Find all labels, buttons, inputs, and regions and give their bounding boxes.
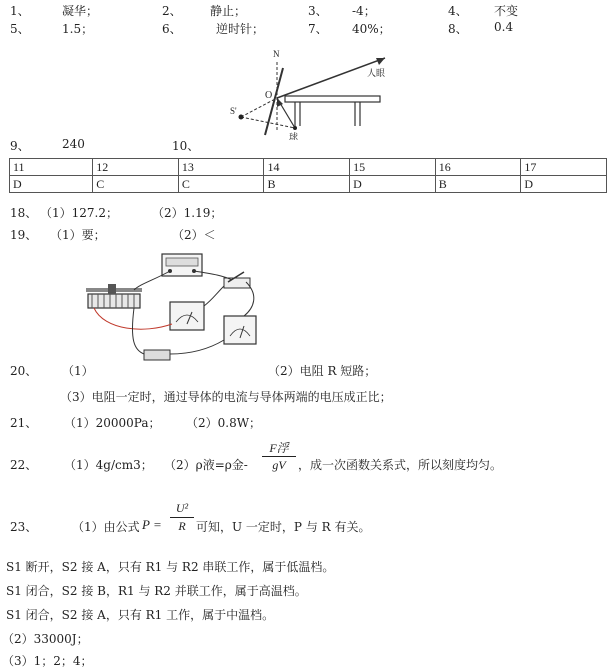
table-cell: D	[10, 176, 93, 193]
q10-number: 10、	[172, 139, 200, 153]
q21-part1: （1）20000Pa；	[64, 416, 161, 430]
q22-part2-prefix: （2）ρ液=ρ金-	[164, 458, 248, 472]
q20-part3: （3）电阻一定时，通过导体的电流与导体两端的电压成正比；	[60, 390, 392, 404]
label-s-prime: S'	[230, 106, 237, 116]
table-cell: D	[521, 176, 607, 193]
ball-point	[293, 126, 297, 130]
power-supply-panel	[166, 258, 198, 266]
table-cell: 13	[178, 159, 264, 176]
q7-number: 7、	[308, 22, 328, 36]
table-cell: C	[178, 176, 264, 193]
q19-number: 19、	[10, 228, 38, 242]
table-cell: B	[435, 176, 521, 193]
q19-part2: （2）＜	[172, 228, 216, 242]
ammeter	[224, 316, 256, 344]
q9-answer: 240	[62, 137, 85, 151]
wire	[132, 308, 144, 354]
q20-part2: （2）电阻 R 短路；	[268, 364, 377, 378]
voltmeter	[170, 302, 204, 330]
q23-part1-suffix: 可知，U 一定时，P 与 R 有关。	[196, 520, 371, 534]
table-cell: 14	[264, 159, 350, 176]
q9-number: 9、	[10, 139, 30, 153]
q22-fraction-numerator: F浮	[262, 440, 296, 457]
rheostat-slider	[108, 284, 116, 294]
q20-part1: （1）	[62, 364, 94, 378]
q23-formula-lhs: P =	[142, 517, 162, 532]
q4-number: 4、	[448, 4, 468, 18]
q1-number: 1、	[10, 4, 30, 18]
q2-number: 2、	[162, 4, 182, 18]
wire	[134, 271, 170, 290]
q21-number: 21、	[10, 416, 38, 430]
q18-number: 18、	[10, 206, 38, 220]
label-ball: 球	[289, 133, 299, 140]
wire	[204, 286, 224, 306]
q23-number: 23、	[10, 520, 38, 534]
q3-number: 3、	[308, 4, 328, 18]
q8-number: 8、	[448, 22, 468, 36]
q23-explanation-line: S1 闭合，S2 接 A，只有 R1 工作，属于中温档。	[6, 608, 275, 622]
q6-number: 6、	[162, 22, 182, 36]
table-cell: D	[350, 176, 436, 193]
q3-answer: -4；	[352, 4, 376, 18]
circuit-figure	[84, 250, 284, 368]
q22-fraction-denominator: gV	[272, 458, 286, 472]
optics-figure	[225, 40, 415, 140]
q7-answer: 40%；	[352, 22, 391, 36]
q21-part2: （2）0.8W；	[186, 416, 262, 430]
q22-fraction	[262, 440, 296, 473]
q23-part1-prefix: （1）由公式	[72, 520, 140, 534]
q20-number: 20、	[10, 364, 38, 378]
label-eye: 人眼	[367, 69, 386, 79]
table-cell: C	[93, 176, 179, 193]
table-cell: B	[264, 176, 350, 193]
table-cell: 12	[93, 159, 179, 176]
table-answer-row	[10, 176, 607, 193]
table-top	[285, 96, 380, 102]
table-cell: 11	[10, 159, 93, 176]
q22-part1: （1）4g/cm3；	[64, 458, 153, 472]
q2-answer: 静止；	[210, 4, 247, 18]
label-o: O	[265, 90, 273, 101]
q23-fraction-numerator: U²	[170, 500, 194, 518]
table-cell: 15	[350, 159, 436, 176]
table-cell: 17	[521, 159, 607, 176]
q1-answer: 凝华；	[62, 4, 99, 18]
q23-fraction	[170, 500, 194, 535]
q22-number: 22、	[10, 458, 38, 472]
q22-part2-suffix: ，成一次函数关系式，所以刻度均匀。	[298, 458, 503, 472]
wire	[170, 340, 224, 354]
q6-answer: 逆时针；	[216, 22, 265, 36]
q19-part1: （1）要；	[50, 228, 106, 242]
fixed-resistor	[144, 350, 170, 360]
q23-fraction-denominator: R	[178, 519, 186, 533]
q23-explanation-line: S1 闭合，S2 接 B，R1 与 R2 并联工作，属于高温档。	[6, 584, 307, 598]
q18-part2: （2）1.19；	[152, 206, 223, 220]
q18-part1: （1）127.2；	[40, 206, 118, 220]
q8-answer: 0.4	[494, 20, 514, 34]
switch-base	[224, 278, 250, 288]
label-n: N	[273, 49, 280, 59]
q23-explanation-line: S1 断开，S2 接 A，只有 R1 与 R2 串联工作，属于低温档。	[6, 560, 335, 574]
table-cell: 16	[435, 159, 521, 176]
table-header-row	[10, 159, 607, 176]
choice-answer-table	[9, 158, 607, 193]
sliding-rheostat	[88, 294, 140, 308]
q23-part3: （3）1；2；4；	[2, 654, 93, 668]
virtual-image-point	[239, 115, 244, 120]
q5-answer: 1.5；	[62, 22, 94, 36]
q23-part2: （2）33000J；	[2, 632, 89, 646]
q4-answer: 不变	[494, 4, 519, 18]
q5-number: 5、	[10, 22, 30, 36]
